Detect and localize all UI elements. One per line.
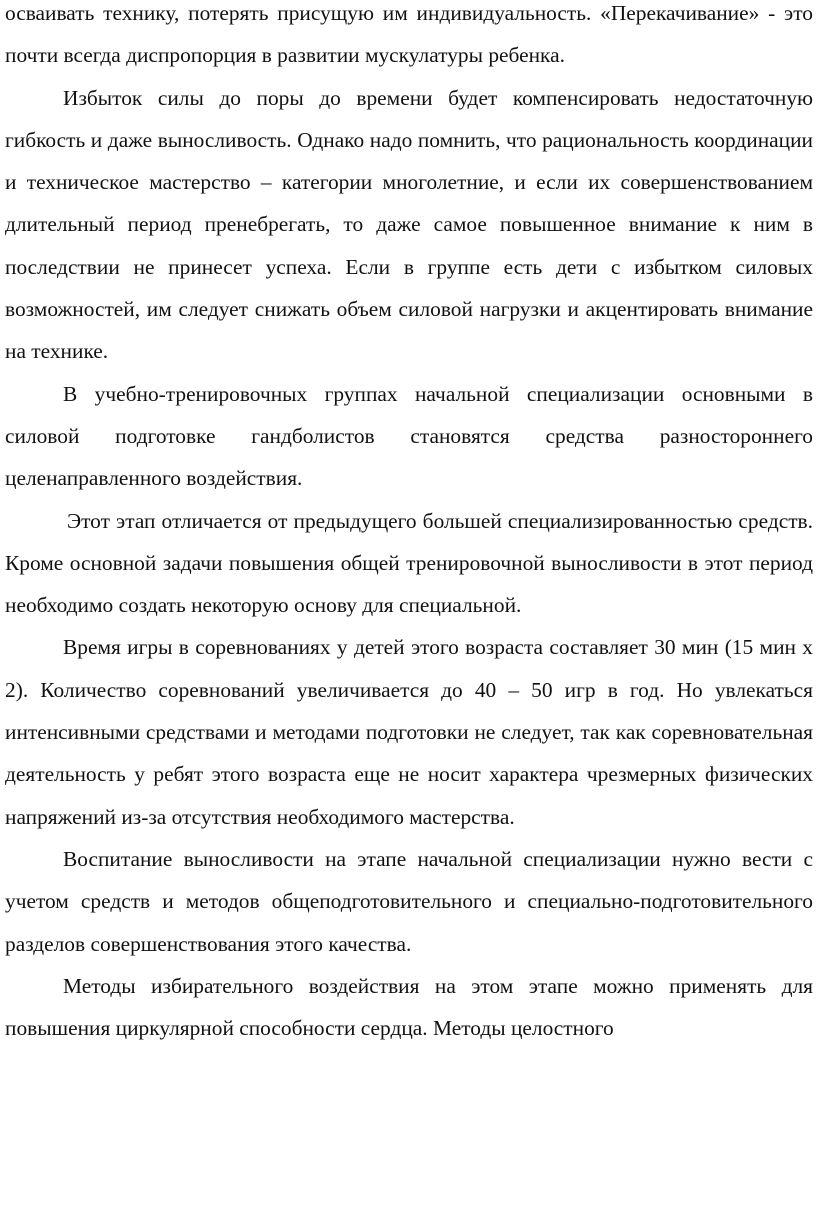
paragraph-game-time: Время игры в соревнованиях у детей этого возраста составляет 30 мин (15 мин х 2). Количество соревнований увеличивается до 40 – 50 игр в год. Но увлекаться интенсивными средствами и методами подготовки не следует, так как соревновательная деятельность у ребят этого возраста еще не носит характера чрезмерных физических напряжений из-за отсутствия необходимого мастерства. — [5, 635, 813, 829]
paragraph-continuation: осваивать технику, потерять присущую им индивидуальность. «Перекачивание» - это почти всегда диспропорция в развитии мускулатуры ребенка. — [5, 1, 813, 68]
paragraph-training-groups: В учебно-тренировочных группах начальной специализации основными в силовой подготовке гандболистов становятся средства разностороннего целенаправленного воздействия. — [5, 381, 813, 491]
paragraph-selective-methods: Методы избирательного воздействия на этом этапе можно применять для повышения циркулярной способности сердца. Методы целостного — [5, 973, 813, 1041]
document-page — [5, 0, 813, 1049]
paragraph-endurance-training: Воспитание выносливости на этапе начальной специализации нужно вести с учетом средств и методов общеподготовительного и специально-подготовительного разделов совершенствования этого качества. — [5, 846, 813, 956]
paragraph-strength-excess: Избыток силы до поры до времени будет компенсировать недостаточную гибкость и даже выносливость. Однако надо помнить, что рациональность координации и техническое мастерство – категории многолетние, и если их совершенствованием длительный период пренебрегать, то даже самое повышенное внимание к ним в последствии не принесет успеха. Если в группе есть дети с избытком силовых возможностей, им следует снижать объем силовой нагрузки и акцентировать внимание на технике. — [5, 85, 813, 364]
paragraph-stage-specialization: Этот этап отличается от предыдущего большей специализированностью средств. Кроме основной задачи повышения общей тренировочной выносливости в этот период необходимо создать некоторую основу для специальной. — [5, 508, 813, 618]
